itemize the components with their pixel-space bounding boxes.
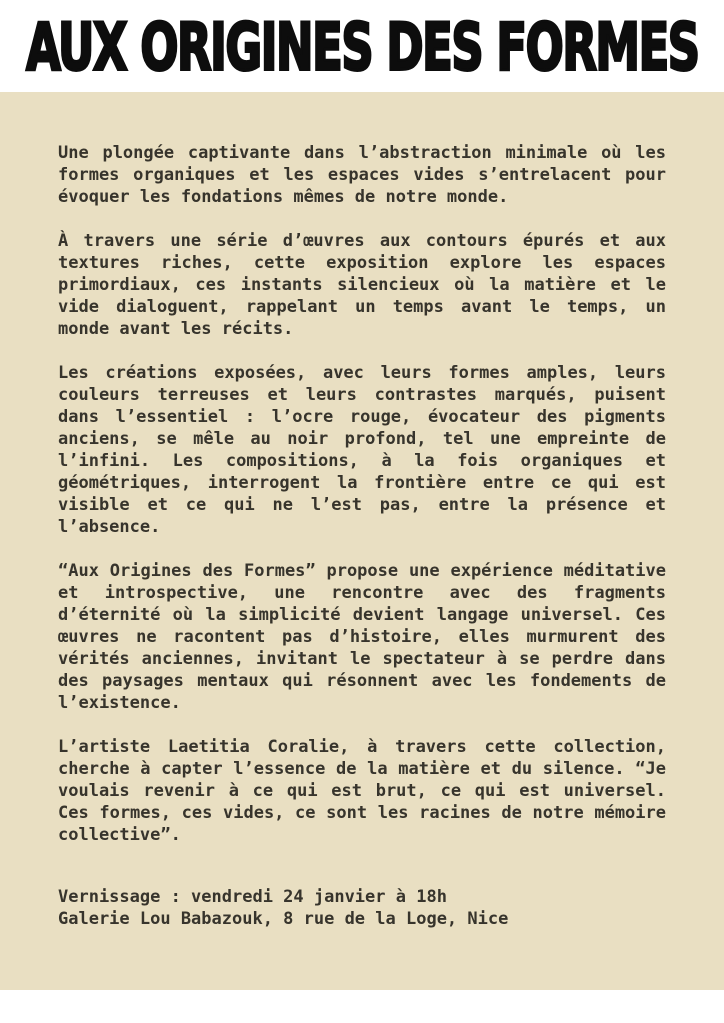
artist-paragraph: L’artiste Laetitia Coralie, à travers cette collection, cherche à capter l’essence de la matière et du silence. “Je voulais revenir à ce qui est brut, ce qui est universel. Ces formes, ces vides, ce sont les racines de notre mémoire collective”.	[58, 737, 666, 845]
series-paragraph: À travers une série d’œuvres aux contours épurés et aux textures riches, cette exposition explore les espaces primordiaux, ces instants silencieux où la matière et le vide dialoguent, rappelant un temps avant le temps, un monde avant les récits.	[58, 231, 666, 339]
poster-body	[0, 92, 724, 990]
poster-title: AUX ORIGINES DES FORMES	[25, 10, 699, 86]
creations-paragraph: Les créations exposées, avec leurs formes amples, leurs couleurs terreuses et leurs contrastes marqués, puisent dans l’essentiel : l’ocre rouge, évocateur des pigments anciens, se mêle au noir profond, tel une empreinte de l’infini. Les compositions, à la fois organiques et géométriques, interrogent la frontière entre ce qui est visible et ce qui ne l’est pas, entre la présence et l’absence.	[58, 363, 666, 537]
gallery-address: Galerie Lou Babazouk, 8 rue de la Loge, Nice	[58, 909, 509, 929]
event-details	[58, 886, 666, 930]
experience-paragraph: “Aux Origines des Formes” propose une expérience méditative et introspective, une rencontre avec des fragments d’éternité où la simplicité devient langage universel. Ces œuvres ne racontent pas d’histoire, elles murmurent des vérités anciennes, invitant le spectateur à se perdre dans des paysages mentaux qui résonnent avec les fondements de l’existence.	[58, 561, 666, 713]
vernissage-info: Vernissage : vendredi 24 janvier à 18h	[58, 887, 447, 907]
title-band	[0, 0, 724, 92]
intro-paragraph: Une plongée captivante dans l’abstraction minimale où les formes organiques et les espaces vides s’entrelacent pour évoquer les fondations mêmes de notre monde.	[58, 143, 666, 207]
